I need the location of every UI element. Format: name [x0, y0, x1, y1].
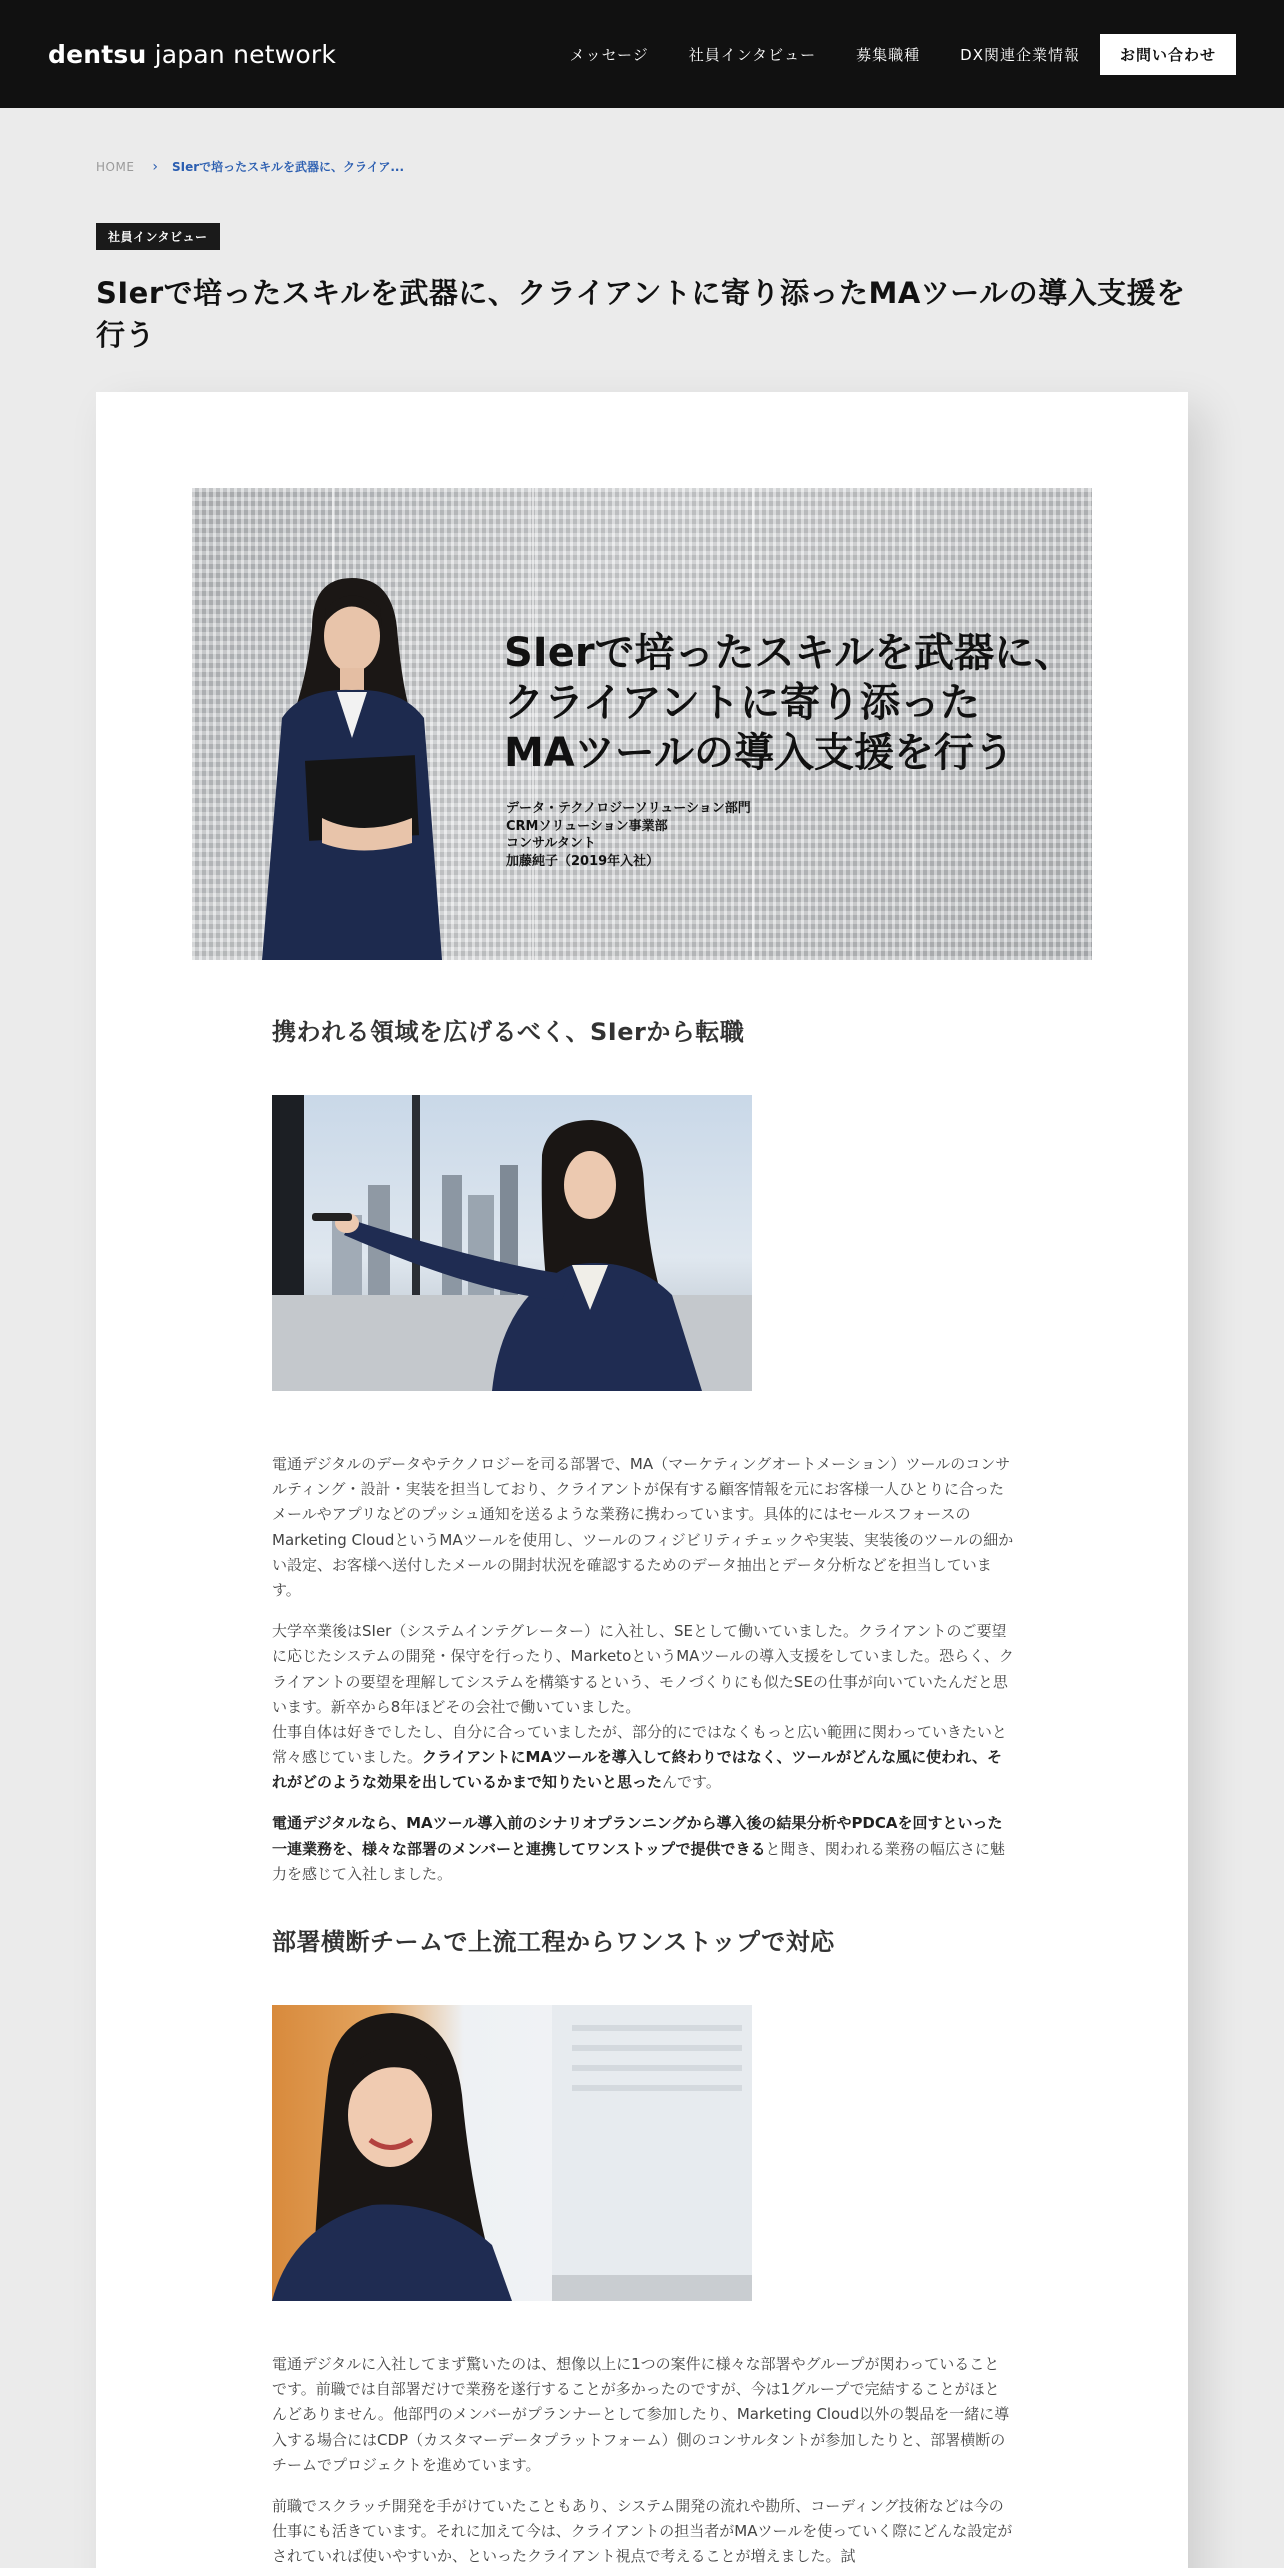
section-1-paragraph-3: 電通デジタルなら、MAツール導入前のシナリオプランニングから導入後の結果分析やPDCAを回すといった一連業務を、様々な部署のメンバーと連携してワンストップで提供できると聞き、関われる業務の幅広さに魅力を感じて入社しました。: [272, 1814, 1005, 1883]
photo-whiteboard: [272, 1095, 752, 1391]
nav-jobs[interactable]: 募集職種: [856, 45, 921, 64]
section-2-paragraph-2: 前職でスクラッチ開発を手がけていたこともあり、システム開発の流れや勘所、コーディング技術などは今の仕事にも活きています。それに加えて今は、クライアントの担当者がMAツールを使っていく際にどんな設定がされていれば使いやすいか、といったクライアント視点で考えることが増えました。試: [272, 2496, 1013, 2566]
global-nav: [530, 34, 1236, 75]
section-1-text: [272, 1452, 1014, 1887]
page-title: SIerで培ったスキルを武器に、クライアントに寄り添ったMAツールの導入支援を行う: [96, 276, 1186, 353]
photo-smiling: [272, 2005, 752, 2301]
article-card: [96, 392, 1188, 2568]
breadcrumb: [96, 158, 404, 175]
category-badge[interactable]: 社員インタビュー: [96, 223, 220, 250]
section-heading-1: 携われる領域を広げるべく、SIerから転職: [272, 1018, 745, 1046]
contact-button[interactable]: お問い合わせ: [1100, 34, 1236, 75]
hero-subtitle: データ・テクノロジーソリューション部門 CRMソリューション事業部 コンサルタント 加藤純子（2019年入社）: [506, 801, 751, 869]
chevron-right-icon: ›: [152, 158, 159, 175]
breadcrumb-current: SIerで培ったスキルを武器に、クライア...: [172, 160, 405, 174]
nav-interview[interactable]: 社員インタビュー: [688, 45, 817, 64]
hero-image: [192, 488, 1092, 960]
section-1-paragraph-2b: 仕事自体は好きでしたし、自分に合っていましたが、部分的にではなくもっと広い範囲に関わっていきたいと常々感じていました。クライアントにMAツールを導入して終わりではなく、ツールがどんな風に使われ、それがどのような効果を出しているかまで知りたいと思ったんです。: [272, 1722, 1007, 1792]
breadcrumb-home[interactable]: HOME: [96, 159, 135, 174]
hero-title: SIerで培ったスキルを武器に、 クライアントに寄り添った MAツールの導入支援を行う: [504, 630, 1075, 776]
section-1-paragraph-2a: 大学卒業後はSIer（システムインテグレーター）に入社し、SEとして働いていました。クライアントのご要望に応じたシステムの開発・保守を行ったり、MarketoというMAツールの導入支援をしていました。恐らく、クライアントの要望を理解してシステムを構築するという、モノづくりにも似たSEの仕事が向いていたんだと思います。新卒から8年ほどその会社で働いていました。: [272, 1622, 1014, 1716]
section-heading-2: 部署横断チームで上流工程からワンストップで対応: [272, 1928, 835, 1956]
woman-portrait-illustration: [252, 568, 492, 960]
section-1-paragraph-1: 電通デジタルのデータやテクノロジーを司る部署で、MA（マーケティングオートメーション）ツールのコンサルティング・設計・実装を担当しており、クライアントが保有する顧客情報を元にお客様一人ひとりに合ったメールやアプリなどのプッシュ通知を送るような業務に携わっています。具体的にはセールスフォースのMarketing CloudというMAツールを使用し、ツールのフィジビリティチェックや実装、実装後のツールの細かい設定、お客様へ送付したメールの開封状況を確認するためのデータ抽出とデータ分析などを担当しています。: [272, 1455, 1014, 1599]
nav-dx-companies[interactable]: DX関連企業情報: [960, 45, 1080, 64]
section-2-text: [272, 2352, 1014, 2568]
dentsu-logo[interactable]: dentsu japan network: [48, 39, 337, 69]
section-2-paragraph-1: 電通デジタルに入社してまず驚いたのは、想像以上に1つの案件に様々な部署やグループが関わっていることです。前職では自部署だけで業務を遂行することが多かったのですが、今は1グループで完結することがほとんどありません。他部門のメンバーがプランナーとして参加したり、Marketing Cloud以外の製品を一緒に導入する場合にはCDP（カスタマーデータプラットフォーム）側のコンサルタントが参加したりと、部署横断のチームでプロジェクトを進めています。: [272, 2355, 1010, 2474]
site-header: [0, 0, 1284, 108]
nav-message[interactable]: メッセージ: [569, 45, 649, 64]
